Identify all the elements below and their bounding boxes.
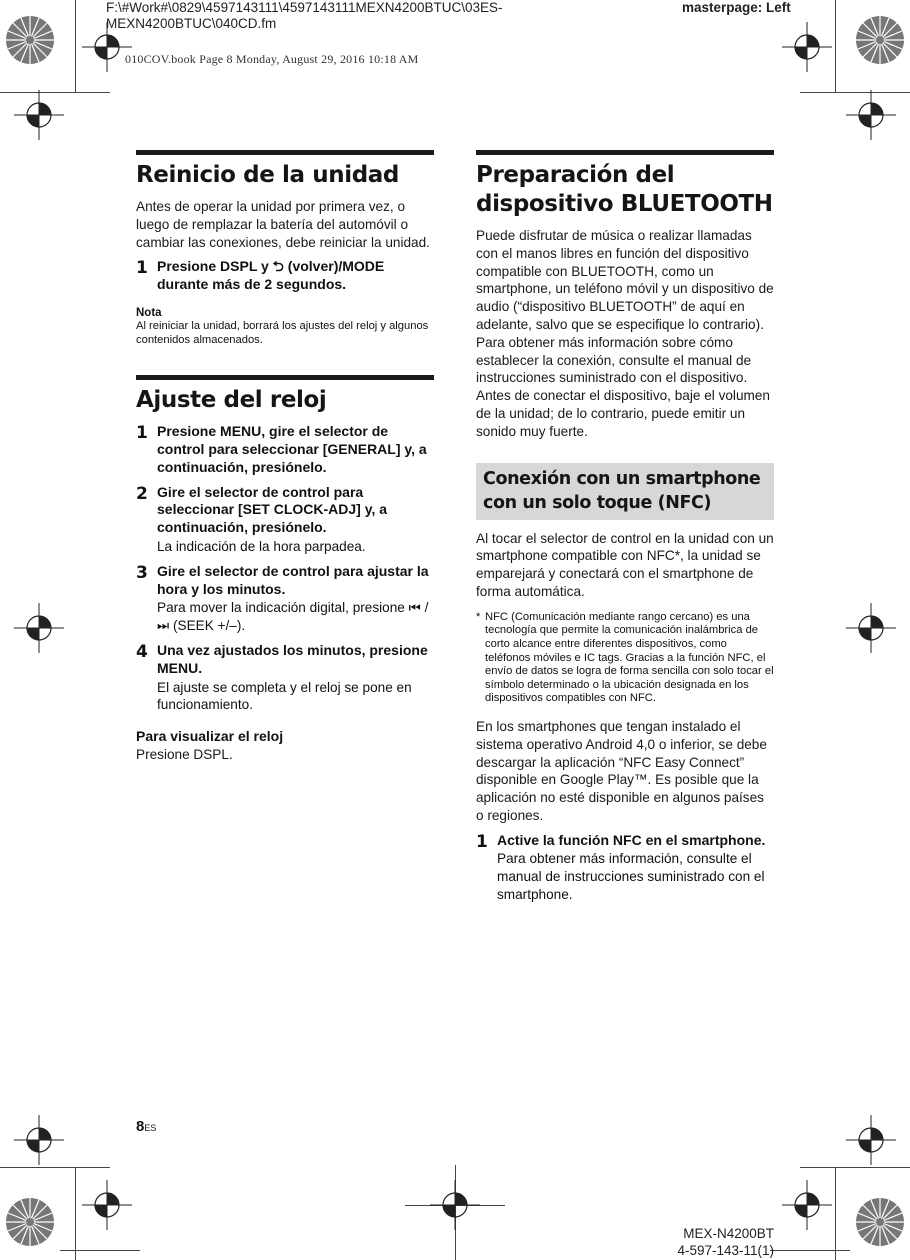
- section-rule: [476, 150, 774, 155]
- step-number: 1: [136, 258, 148, 279]
- clock-section: [136, 375, 434, 764]
- bluetooth-paragraph: Antes de conectar el dispositivo, baje el volumen de la unidad; de lo contrario, puede emitir un sonido muy fuerte.: [476, 388, 770, 439]
- page-language-suffix: ES: [144, 1123, 157, 1133]
- section-title: Preparación del dispositivo BLUETOOTH: [476, 162, 773, 217]
- subsection-header: [476, 463, 774, 520]
- registration-mark-icon: [782, 22, 832, 72]
- color-bar-sunburst-icon: [4, 14, 56, 66]
- file-path-line-1: F:\#Work#\0829\4597143111\4597143111MEXN4200BTUC\03ES-: [106, 0, 503, 15]
- registration-mark-icon: [14, 90, 64, 140]
- registration-mark-icon: [846, 90, 896, 140]
- step-description: Para mover la indicación digital, presione ⏮ /⏭ (SEEK +/–).: [157, 600, 429, 634]
- bluetooth-section: [476, 150, 774, 441]
- footnote-text: NFC (Comunicación mediante rango cercano) es una tecnología que permite la comunicación inalámbrica de corto alcance entre diferentes dispositivos, como teléfonos móviles e IC tags. Gracias a la función NFC, el envío de datos se logra de forma sencilla con solo tocar el símbolo determinado o la ubicación designada en los dispositivos compatibles con NFC.: [485, 610, 774, 705]
- file-path: [106, 0, 576, 32]
- registration-mark-icon: [14, 1115, 64, 1165]
- reset-section: [136, 150, 434, 347]
- file-path-line-2: MEXN4200BTUC\040CD.fm: [106, 16, 277, 31]
- page-number: [136, 1118, 156, 1135]
- color-bar-sunburst-icon: [854, 14, 906, 66]
- bluetooth-paragraph: Puede disfrutar de música o realizar llamadas con el manos libres en función del dispositivo compatible con BLUETOOTH, como un smartphone, un teléfono móvil y un dispositivo de audio (“dispositivo BLUETOOTH” de aquí en adelante, salvo que se especifique lo contrario). Para obtener más información sobre cómo establecer la conexión, consulte el manual de instrucciones suministrado con el dispositivo.: [476, 228, 774, 386]
- step-title: Presione DSPL y ⮌ (volver)/MODE durante más de 2 segundos.: [157, 258, 385, 293]
- color-bar-sunburst-icon: [854, 1196, 906, 1248]
- step-number: 4: [136, 641, 148, 662]
- android-paragraph: En los smartphones que tengan instalado el sistema operativo Android 4,0 o inferior, se debe descargar la aplicación “NFC Easy Connect” disponible en Google Play™. Es posible que la aplicación no esté disponible en algunos países o regiones.: [476, 718, 767, 823]
- step-title: Una vez ajustados los minutos, presione MENU.: [157, 641, 428, 676]
- step-number: 3: [136, 562, 148, 583]
- step-title: Gire el selector de control para seleccionar [SET CLOCK-ADJ] y, a continuación, presiónelo.: [157, 483, 388, 536]
- registration-mark-icon: [846, 603, 896, 653]
- color-bar-sunburst-icon: [4, 1196, 56, 1248]
- step-title: Active la función NFC en el smartphone.: [497, 831, 766, 848]
- registration-mark-icon: [782, 1180, 832, 1230]
- right-column: [476, 150, 774, 904]
- registration-mark-icon: [82, 22, 132, 72]
- step-item: [136, 642, 434, 714]
- section-title: Reinicio de la unidad: [136, 162, 399, 188]
- registration-mark-icon: [82, 1180, 132, 1230]
- section-title: Ajuste del reloj: [136, 387, 327, 414]
- footnote-mark: *: [476, 610, 481, 623]
- book-info-line: 010COV.book Page 8 Monday, August 29, 2016 10:18 AM: [125, 52, 419, 66]
- step-description: Para obtener más información, consulte el manual de instrucciones suministrado con el smartphone.: [497, 851, 765, 903]
- section-rule: [136, 375, 434, 380]
- section-rule: [136, 150, 434, 155]
- step-item: [136, 423, 434, 476]
- left-column: [136, 150, 434, 764]
- registration-mark-icon: [846, 1115, 896, 1165]
- part-number: 4-597-143-11(1): [677, 1243, 774, 1258]
- sub-text: Presione DSPL.: [136, 746, 233, 762]
- note-title: Nota: [136, 306, 162, 319]
- step-item: [476, 832, 774, 904]
- step-number: 2: [136, 483, 148, 504]
- footnote: [476, 611, 774, 706]
- step-description: La indicación de la hora parpadea.: [157, 538, 366, 554]
- step-title: Gire el selector de control para ajustar la hora y los minutos.: [157, 562, 429, 597]
- step-number: 1: [136, 423, 148, 444]
- nfc-section: [476, 463, 774, 904]
- masterpage-label: masterpage: Left: [682, 0, 791, 15]
- model-info: [676, 1225, 774, 1259]
- step-description: El ajuste se completa y el reloj se pone en funcionamiento.: [157, 679, 412, 713]
- step-title: Presione MENU, gire el selector de control para seleccionar [GENERAL] y, a continuación, presiónelo.: [157, 423, 427, 475]
- step-item: [136, 563, 434, 635]
- step-item: [136, 258, 434, 294]
- sub-heading: Para visualizar el reloj: [136, 728, 284, 745]
- reset-intro: Antes de operar la unidad por primera vez, o luego de remplazar la batería del automóvil o cambiar las conexiones, debe reiniciar la unidad.: [136, 199, 430, 250]
- model-name: MEX-N4200BT: [683, 1226, 774, 1241]
- subsection-title: Conexión con un smartphone con un solo toque (NFC): [483, 468, 761, 513]
- nfc-intro: Al tocar el selector de control en la unidad con un smartphone compatible con NFC*, la unidad se emparejará y conectará con el smartphone de forma automática.: [476, 530, 774, 599]
- step-item: [136, 484, 434, 556]
- step-number: 1: [476, 831, 488, 852]
- page-number-value: 8: [136, 1118, 145, 1135]
- note-text: Al reiniciar la unidad, borrará los ajustes del reloj y algunos contenidos almacenados.: [136, 319, 429, 346]
- registration-mark-icon: [14, 603, 64, 653]
- registration-mark-icon: [430, 1180, 480, 1230]
